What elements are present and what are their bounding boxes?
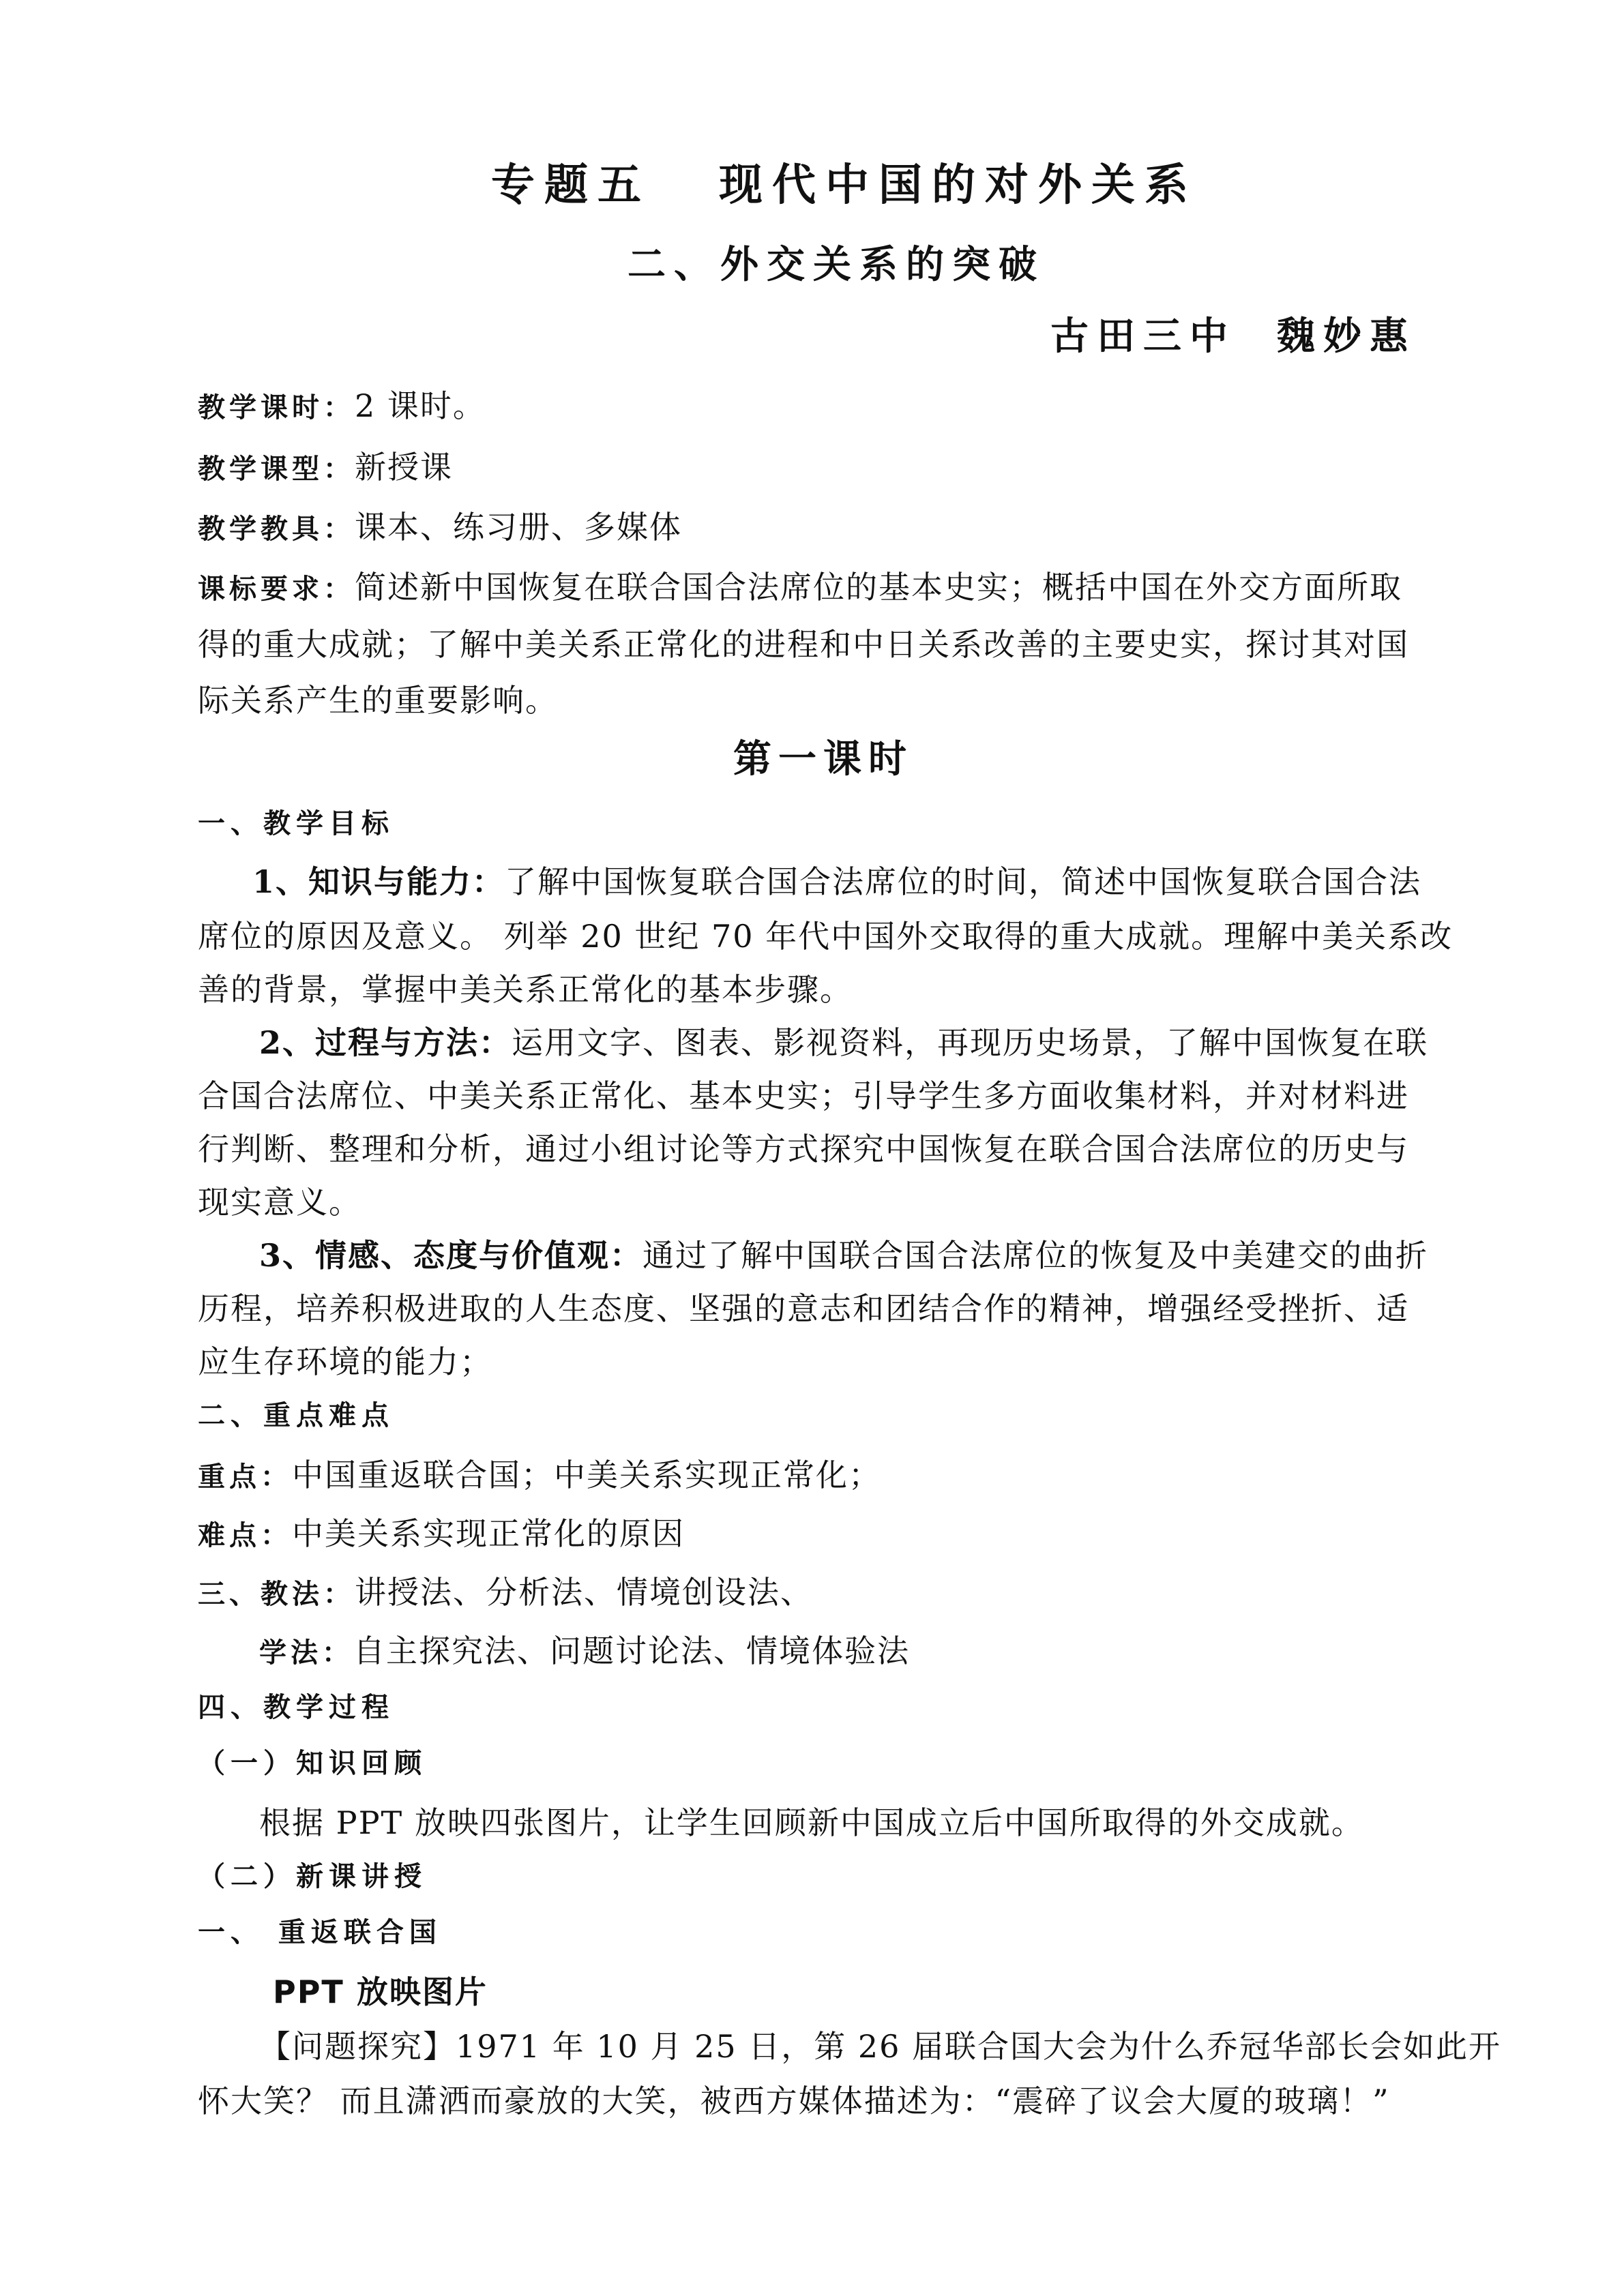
focus-difficulty: 难点：中美关系实现正常化的原因 [198,1515,685,1552]
meta-tools [198,509,682,546]
learning-methods: 学法：自主探究法、问题讨论法、情境体验法 [259,1632,910,1669]
teaching-methods: 三、教法：讲授法、分析法、情境创设法、 [198,1574,813,1611]
goal-1-line-1: 1、知识与能力：了解中国恢复联合国合法席位的时间，简述中国恢复联合国合法 [252,863,1422,900]
lesson-title: 第一课时 [733,736,913,781]
goal-3-line-3: 应生存环境的能力； [198,1343,492,1380]
page-subtitle: 二、外交关系的突破 [628,242,1045,287]
author-school: 古田三中 [1050,314,1236,359]
author-name: 魏妙惠 [1277,314,1416,359]
inquiry-line-2: 怀大笑？ 而且潇洒而豪放的大笑，被西方媒体描述为：“震碎了议会大厦的玻璃！” [198,2083,1390,2119]
focus-heading: 二、重点难点 [198,1399,394,1431]
standard-line-1: 课标要求：简述新中国恢复在联合国合法席位的基本史实；概括中国在外交方面所取 [198,569,1402,606]
part-1-heading: 一、 重返联合国 [198,1916,442,1948]
title-prefix: 专题五 [491,160,651,211]
goals-heading: 一、教学目标 [198,807,394,839]
meta-label: 教学教具： [198,513,355,545]
author-line [1050,314,1416,359]
goal-2-line-1: 2、过程与方法：运用文字、图表、影视资料，再现历史场景，了解中国恢复在联 [259,1024,1429,1061]
page-title [491,160,1198,211]
goal-2-label: 2、过程与方法： [259,1024,512,1061]
inquiry-line-1: 【问题探究】1971 年 10 月 25 日，第 26 届联合国大会为什么乔冠华部长会如此开 [259,2028,1502,2065]
learning-methods-label: 学法： [259,1637,353,1669]
standard-line-3: 际关系产生的重要影响。 [198,682,558,719]
goal-2-line-3: 行判断、整理和分析，通过小组讨论等方式探究中国恢复在联合国合法席位的历史与 [198,1131,1409,1167]
new-lesson-heading: （二）新课讲授 [198,1860,427,1892]
goal-1-line-2: 席位的原因及意义。 列举 20 世纪 70 年代中国外交取得的重大成就。理解中美关系改 [198,918,1453,955]
focus-key: 重点：中国重返联合国；中美关系实现正常化； [198,1457,881,1493]
meta-hours [198,387,486,424]
standard-line-2: 得的重大成就；了解中美关系正常化的进程和中日关系改善的主要史实，探讨其对国 [198,626,1409,663]
goal-3-line-2: 历程，培养积极进取的人生态度、坚强的意志和团结合作的精神，增强经受挫折、适 [198,1290,1409,1327]
meta-value: 2 课时。 [355,387,486,424]
meta-value: 课本、练习册、多媒体 [355,509,682,546]
goal-1-line-3: 善的背景，掌握中美关系正常化的基本步骤。 [198,971,853,1008]
review-heading: （一）知识回顾 [198,1747,427,1779]
focus-key-label: 重点： [198,1461,292,1493]
goal-3-label: 3、情感、态度与价值观： [259,1237,643,1274]
ppt-label: PPT 放映图片 [273,1973,488,2010]
title-main: 现代中国的对外关系 [719,160,1198,211]
standard-label: 课标要求： [198,573,355,605]
meta-value: 新授课 [355,449,453,486]
meta-type [198,449,453,486]
goal-3-line-1: 3、情感、态度与价值观：通过了解中国联合国合法席位的恢复及中美建交的曲折 [259,1237,1429,1274]
meta-label: 教学课型： [198,453,355,485]
process-heading: 四、教学过程 [198,1691,394,1723]
goal-1-label: 1、知识与能力： [252,863,505,900]
review-text: 根据 PPT 放映四张图片，让学生回顾新中国成立后中国所取得的外交成就。 [259,1804,1364,1841]
meta-label: 教学课时： [198,391,355,423]
focus-diff-label: 难点： [198,1519,292,1551]
goal-2-line-4: 现实意义。 [198,1184,361,1221]
teaching-methods-label: 三、教法： [198,1578,355,1610]
goal-2-line-2: 合国合法席位、中美关系正常化、基本史实；引导学生多方面收集材料，并对材料进 [198,1077,1409,1114]
